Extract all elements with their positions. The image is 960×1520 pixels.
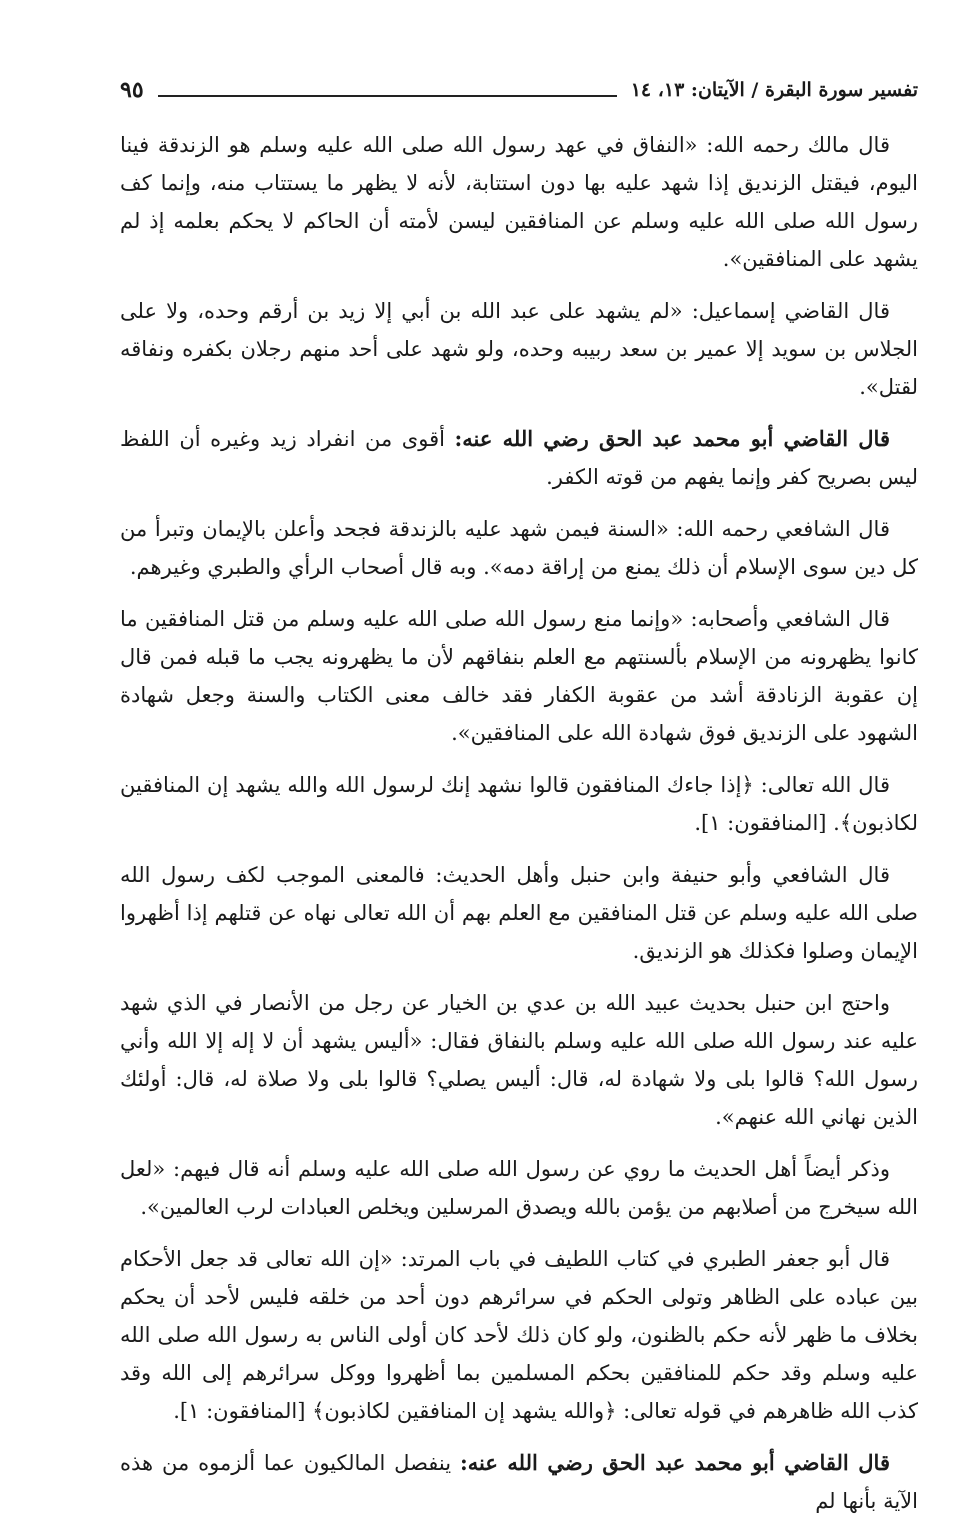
running-header xyxy=(120,72,918,108)
paragraph: قال أبو جعفر الطبري في كتاب اللطيف في باب المرتد: «إن الله تعالى قد جعل الأحكام بين عباده على الظاهر وتولى الحكم في سرائرهم دون أحد من خلقه فليس لأحد أن يحكم بخلاف ما ظهر لأنه حكم بالظنون، ولو كان ذلك لأحد كان أولى الناس به رسول الله صلى الله عليه وسلم وقد حكم للمنافقين بحكم المسلمين بما أظهروا ووكل سرائرهم إلى الله وقد كذب الله ظاهرهم في قوله تعالى: ﴿والله يشهد إن المنافقين لكاذبون﴾ [المنافقون: ١]. xyxy=(120,1247,918,1423)
chapter-title: تفسير سورة البقرة / الآيتان: ١٣، ١٤ xyxy=(630,79,918,101)
paragraph: قال الله تعالى: ﴿إذا جاءك المنافقون قالوا نشهد إنك لرسول الله والله يشهد إن المنافقين لكاذبون﴾. [المنافقون: ١]. xyxy=(120,773,918,835)
paragraph: قال القاضي أبو محمد عبد الحق رضي الله عنه: ينفصل المالكيون عما ألزموه من هذه الآية بأنها لم xyxy=(120,1450,918,1513)
paragraph: قال الشافعي رحمه الله: «السنة فيمن شهد عليه بالزندقة فجحد وأعلن بالإيمان وتبرأ من كل دين سوى الإسلام أن ذلك يمنع من إراقة دمه». وبه قال أصحاب الرأي والطبري وغيرهم. xyxy=(120,517,918,579)
paragraph: قال القاضي أبو محمد عبد الحق رضي الله عنه: أقوى من انفراد زيد وغيره أن اللفظ ليس بصريح كفر وإنما يفهم من قوته الكفر. xyxy=(120,426,918,489)
header-rule xyxy=(158,95,617,97)
paragraph: قال الشافعي وأصحابه: «وإنما منع رسول الله صلى الله عليه وسلم من قتل المنافقين ما كانوا يظهرونه من الإسلام بألسنتهم مع العلم بنفاقهم لأن ما يظهرونه يجب ما قبله فمن قال إن عقوبة الزنادقة أشد من عقوبة الكفار فقد خالف معنى الكتاب والسنة وجعل شهادة الشهود على الزنديق فوق شهادة الله على المنافقين». xyxy=(120,607,918,745)
paragraph: قال الشافعي وأبو حنيفة وابن حنبل وأهل الحديث: فالمعنى الموجب لكف رسول الله صلى الله عليه وسلم عن قتل المنافقين مع العلم بهم أن الله تعالى نهاه عن قتلهم إذا أظهروا الإيمان وصلوا فكذلك هو الزنديق. xyxy=(120,863,918,963)
paragraph-lead: قال القاضي أبو محمد عبد الحق رضي الله عنه: xyxy=(454,426,890,451)
paragraph: واحتج ابن حنبل بحديث عبيد الله بن عدي بن الخيار عن رجل من الأنصار في الذي شهد عليه عند رسول الله صلى الله عليه وسلم بالنفاق فقال: «أليس يشهد أن لا إله إلا الله وأني رسول الله؟ قالوا بلى ولا شهادة له، قال: أليس يصلي؟ قالوا بلى ولا صلاة له، قال: أولئك الذين نهاني الله عنهم». xyxy=(120,991,918,1129)
paragraph-lead: قال القاضي أبو محمد عبد الحق رضي الله عنه: xyxy=(459,1450,890,1475)
paragraph: قال مالك رحمه الله: «النفاق في عهد رسول الله صلى الله عليه وسلم هو الزندقة فينا اليوم، فيقتل الزنديق إذا شهد عليه بها دون استتابة، لأنه لا يظهر ما يستتاب منه، وإنما كف رسول الله صلى الله عليه وسلم عن المنافقين ليسن لأمته أن الحاكم لا يحكم بعلمه إذ لم يشهد على المنافقين». xyxy=(120,133,918,271)
paragraph: وذكر أيضاً أهل الحديث ما روي عن رسول الله صلى الله عليه وسلم أنه قال فيهم: «لعل الله سيخرج من أصلابهم من يؤمن بالله ويصدق المرسلين ويخلص العبادات لرب العالمين». xyxy=(120,1157,918,1219)
body-text xyxy=(120,126,918,1520)
paragraph: قال القاضي إسماعيل: «لم يشهد على عبد الله بن أبي إلا زيد بن أرقم وحده، ولا على الجلاس بن سويد إلا عمير بن سعد ربيبه وحده، ولو شهد على أحد منهم رجلان بكفره ونفاقه لقتل». xyxy=(120,299,918,399)
page-number: ٩٥ xyxy=(120,77,144,103)
